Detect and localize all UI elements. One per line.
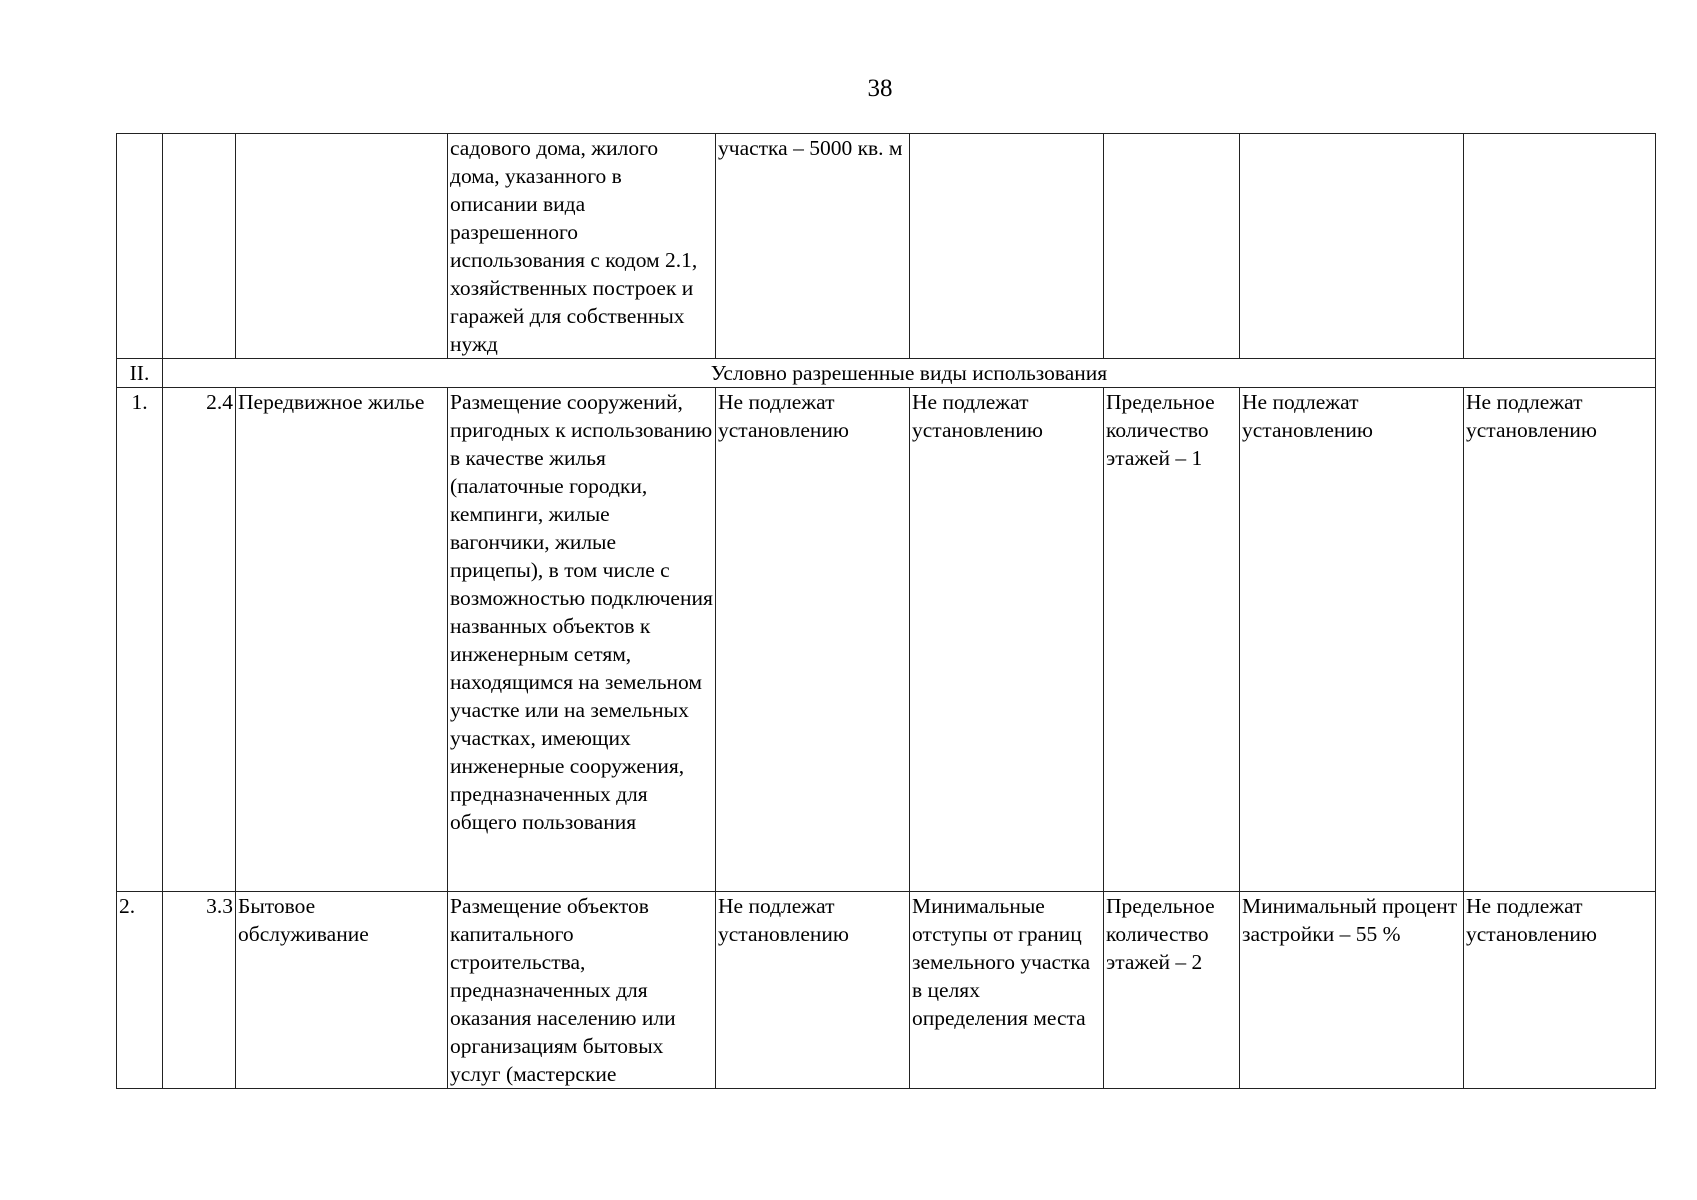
table-row [117,892,1656,1089]
table-cell-setbacks: Минимальные отступы от границ земельного участка в целях определения места [910,892,1104,1089]
table-cell-floors: Предельное количество этажей – 2 [1104,892,1240,1089]
table-cell-floors: Предельное количество этажей – 1 [1104,388,1240,892]
table-cell-name [236,134,448,359]
table-cell-description: Размещение объектов капитального строительства, предназначенных для оказания населению или организациям бытовых услуг (мастерские [448,892,716,1089]
table-cell-name: Бытовое обслуживание [236,892,448,1089]
table-cell-num [117,134,163,359]
table-cell-other: Не подлежат установлению [1464,892,1656,1089]
table-row-continuation [117,134,1656,359]
land-use-table [116,133,1656,1089]
section-number: II. [117,359,163,388]
table-row [117,388,1656,892]
table-cell-coverage [1240,134,1464,359]
table-cell-setbacks [910,134,1104,359]
section-header-row [117,359,1656,388]
table-cell-name: Передвижное жилье [236,388,448,892]
table-cell-other: Не подлежат установлению [1464,388,1656,892]
section-title: Условно разрешенные виды использования [163,359,1656,388]
table-cell-num: 2. [117,892,163,1089]
table-cell-code [163,134,236,359]
table-cell-coverage: Минимальный процент застройки – 55 % [1240,892,1464,1089]
page-number: 38 [867,75,893,102]
table-cell-floors [1104,134,1240,359]
table-cell-setbacks: Не подлежат установлению [910,388,1104,892]
table-cell-area: Не подлежат установлению [716,388,910,892]
table-cell-area: Не подлежат установлению [716,892,910,1089]
table-cell-coverage: Не подлежат установлению [1240,388,1464,892]
table-cell-other [1464,134,1656,359]
table-cell-area: участка – 5000 кв. м [716,134,910,359]
table-cell-code: 2.4 [163,388,236,892]
table-cell-description: садового дома, жилого дома, указанного в описании вида разрешенного использования с кодом 2.1, хозяйственных построек и гаражей для собственных нужд [448,134,716,359]
table-cell-description: Размещение сооружений, пригодных к использованию в качестве жилья (палаточные городки, кемпинги, жилые вагончики, жилые прицепы), в том числе с возможностью подключения названных объектов к инженерным сетям, находящимся на земельном участке или на земельных участках, имеющих инженерные сооружения, предназначенных для общего пользования [448,388,716,892]
table-cell-num: 1. [117,388,163,892]
table-cell-code: 3.3 [163,892,236,1089]
